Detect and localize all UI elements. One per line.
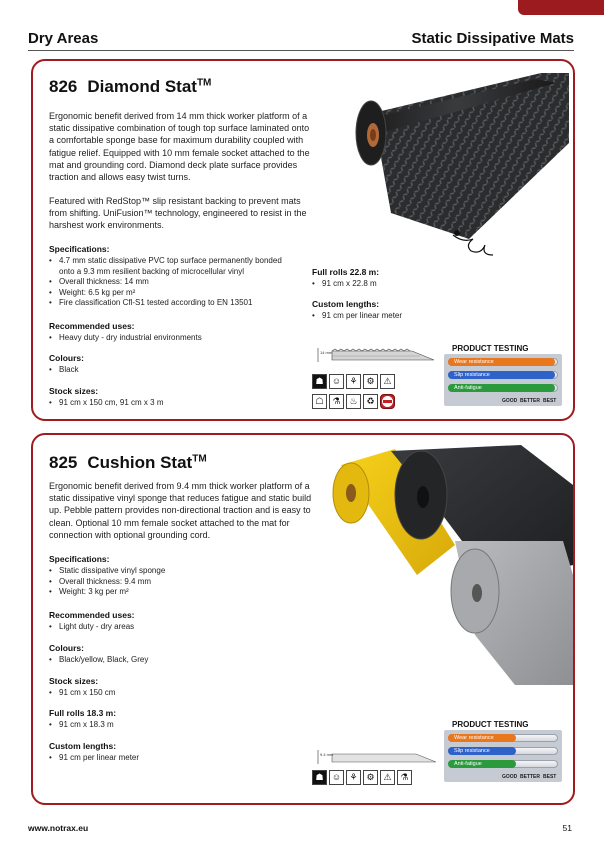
stock-list bbox=[49, 688, 289, 699]
walking-icon: ⚘ bbox=[346, 770, 361, 785]
custom-lengths-list bbox=[312, 311, 442, 322]
anti-fatigue-bar: Anti-fatigue bbox=[448, 760, 516, 768]
thickness-profile-diagram bbox=[312, 340, 438, 366]
recommended-list bbox=[49, 333, 289, 344]
custom-lengths-heading: Custom lengths: bbox=[312, 299, 380, 309]
static-warning-icon: ⚠ bbox=[380, 770, 395, 785]
fire-icon: ♨ bbox=[346, 394, 361, 409]
page-number: 51 bbox=[562, 823, 572, 833]
scale-better: BETTER bbox=[520, 398, 540, 404]
list-item: • 91 cm per linear meter bbox=[49, 753, 289, 764]
product-card-cushion-stat bbox=[31, 433, 575, 805]
slip-resistance-bar: Slip resistance bbox=[448, 747, 516, 755]
cushion-stat-rolls-image bbox=[325, 445, 573, 685]
list-item: • Black bbox=[49, 365, 289, 376]
product-title bbox=[49, 453, 207, 473]
walking-icon: ⚘ bbox=[346, 374, 361, 389]
anti-fatigue-bar: Anti-fatigue bbox=[448, 384, 555, 392]
profile-thickness-label: 14 mm bbox=[320, 350, 333, 355]
redstop-icon bbox=[380, 394, 395, 409]
scale-good: GOOD bbox=[502, 398, 518, 404]
profile-thickness-label: 9.4 mm bbox=[320, 752, 334, 757]
list-item: • Weight: 3 kg per m² bbox=[49, 587, 299, 598]
product-title bbox=[49, 77, 211, 97]
recommended-heading: Recommended uses: bbox=[49, 610, 135, 620]
colours-heading: Colours: bbox=[49, 353, 84, 363]
product-card-diamond-stat bbox=[31, 59, 575, 421]
recycle-icon: ♻ bbox=[363, 394, 378, 409]
product-testing-title: PRODUCT TESTING bbox=[452, 344, 529, 353]
product-testing-panel bbox=[444, 730, 562, 782]
list-item: • Light duty - dry areas bbox=[49, 622, 289, 633]
worker-icon: ☗ bbox=[312, 374, 327, 389]
machine-operator-icon: ⚙ bbox=[363, 374, 378, 389]
product-code: 825 bbox=[49, 453, 78, 472]
wear-resistance-bar: Wear resistance bbox=[448, 358, 555, 366]
section-title: Dry Areas bbox=[28, 30, 99, 47]
product-description-2: Featured with RedStop™ slip resistant backing to prevent mats from shifting. UniFusion™ technology, engineered to resist in the harshest work environments. bbox=[49, 196, 307, 231]
workers-group-icon: ☺ bbox=[329, 770, 344, 785]
list-item: • Overall thickness: 14 mm bbox=[49, 277, 299, 288]
wear-resistance-bar: Wear resistance bbox=[448, 734, 516, 742]
scale-best: BEST bbox=[543, 774, 557, 780]
product-testing-title: PRODUCT TESTING bbox=[452, 720, 529, 729]
header-divider bbox=[28, 50, 574, 51]
footer-url: www.notrax.eu bbox=[28, 823, 89, 833]
worker-icon: ☗ bbox=[312, 770, 327, 785]
category-title: Static Dissipative Mats bbox=[411, 30, 574, 47]
stock-heading: Stock sizes: bbox=[49, 386, 99, 396]
feature-icons-row bbox=[312, 770, 412, 785]
colours-list bbox=[49, 365, 289, 376]
machine-operator-icon: ⚙ bbox=[363, 770, 378, 785]
specifications-heading: Specifications: bbox=[49, 554, 110, 564]
list-item: • Heavy duty - dry industrial environments bbox=[49, 333, 289, 344]
full-rolls-heading: Full rolls 22.8 m: bbox=[312, 267, 380, 277]
list-item: • 91 cm x 18.3 m bbox=[49, 720, 289, 731]
list-item: • Weight: 6.5 kg per m² bbox=[49, 288, 299, 299]
specifications-list bbox=[49, 566, 299, 598]
product-description: Ergonomic benefit derived from 14 mm thick worker platform of a static dissipative combination of tough top surface laminated onto a comfortable sponge base for maximum durability coupled with fatigue relief. Equipped with 10 mm female socket attached to the mat and grounding cord. Diamond deck plate surface provides traction and allows easy twist turns. bbox=[49, 111, 310, 183]
scale-best: BEST bbox=[543, 398, 557, 404]
product-testing-panel bbox=[444, 354, 562, 406]
redstop-logo bbox=[381, 395, 394, 408]
list-item: • 91 cm per linear meter bbox=[312, 311, 442, 322]
scale-good: GOOD bbox=[502, 774, 518, 780]
trademark: TM bbox=[192, 453, 207, 465]
recommended-list bbox=[49, 622, 289, 633]
custom-lengths-list bbox=[49, 753, 289, 764]
list-item: • 91 cm x 22.8 m bbox=[312, 279, 442, 290]
scale-better: BETTER bbox=[520, 774, 540, 780]
list-item: • 4.7 mm static dissipative PVC top surface permanently bonded onto a 9.3 mm resilient backing of microcellular vinyl bbox=[49, 256, 299, 277]
full-rolls-list bbox=[312, 279, 442, 290]
full-rolls-heading: Full rolls 18.3 m: bbox=[49, 708, 117, 718]
stock-heading: Stock sizes: bbox=[49, 676, 99, 686]
product-code: 826 bbox=[49, 77, 78, 96]
workers-group-icon: ☺ bbox=[329, 374, 344, 389]
specifications-list bbox=[49, 256, 299, 309]
trademark: TM bbox=[196, 77, 212, 89]
corner-tab bbox=[518, 0, 604, 15]
recommended-heading: Recommended uses: bbox=[49, 321, 135, 331]
chemical-icon: ⚗ bbox=[329, 394, 344, 409]
feature-icons-row-1 bbox=[312, 374, 395, 389]
thickness-profile-diagram bbox=[312, 744, 438, 768]
list-item: • Static dissipative vinyl sponge bbox=[49, 566, 299, 577]
list-item: • Black/yellow, Black, Grey bbox=[49, 655, 289, 666]
product-description: Ergonomic benefit derived from 9.4 mm thick worker platform of a static dissipative vinyl sponge that reduces fatigue and static build up. Pebble pattern provides non-directional traction and is easy to clean. Optional 10 mm female socket attached to the mat for connection with optional grounding cord. bbox=[49, 481, 312, 540]
list-item: • 91 cm x 150 cm, 91 cm x 3 m bbox=[49, 398, 289, 409]
full-rolls-list bbox=[49, 720, 289, 731]
specifications-heading: Specifications: bbox=[49, 244, 110, 254]
stock-list bbox=[49, 398, 289, 409]
list-item: • 91 cm x 150 cm bbox=[49, 688, 289, 699]
anti-fatigue-icon: ☖ bbox=[312, 394, 327, 409]
list-item: • Overall thickness: 9.4 mm bbox=[49, 577, 299, 588]
product-name: Cushion Stat bbox=[87, 453, 193, 472]
list-item: • Fire classification Cfl-S1 tested according to EN 13501 bbox=[49, 298, 299, 309]
feature-icons-row-2 bbox=[312, 394, 395, 409]
diamond-stat-roll-image bbox=[351, 73, 569, 261]
slip-resistance-bar: Slip resistance bbox=[448, 371, 555, 379]
product-name: Diamond Stat bbox=[87, 77, 197, 96]
colours-heading: Colours: bbox=[49, 643, 84, 653]
custom-lengths-heading: Custom lengths: bbox=[49, 741, 117, 751]
colours-list bbox=[49, 655, 289, 666]
static-warning-icon: ⚠ bbox=[380, 374, 395, 389]
chemical-icon: ⚗ bbox=[397, 770, 412, 785]
